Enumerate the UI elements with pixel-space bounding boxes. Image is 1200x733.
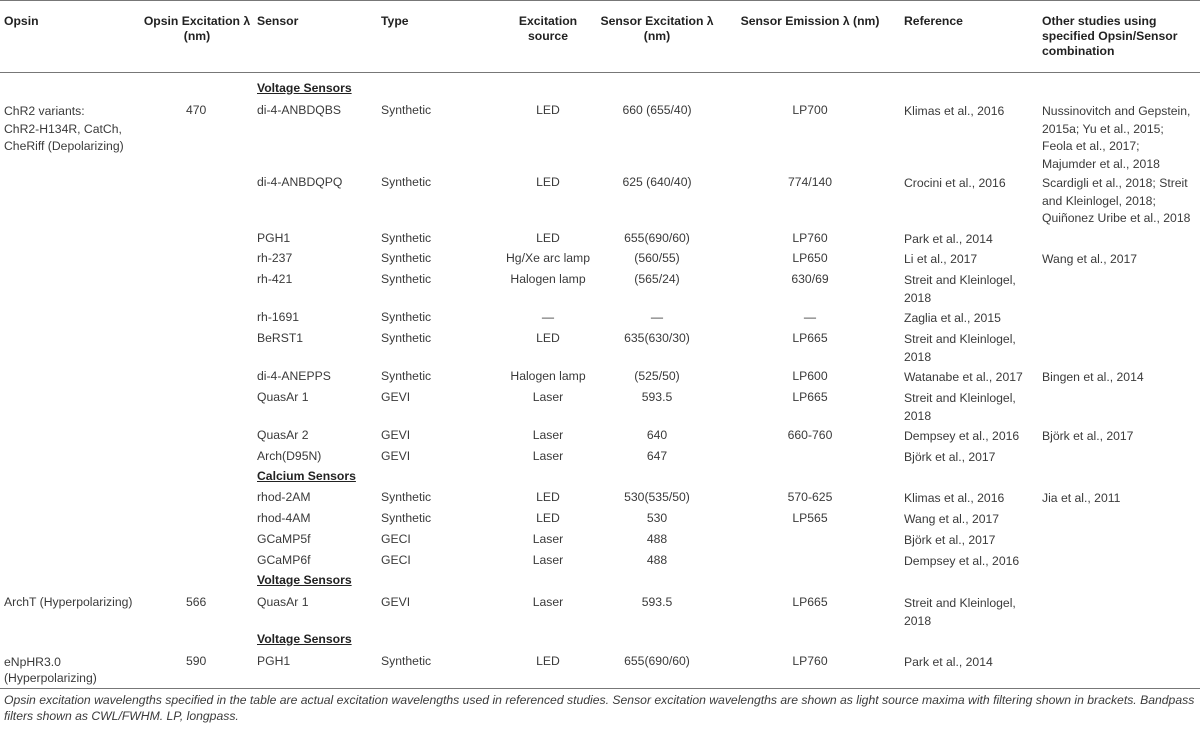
cell-type: GEVI [381,428,411,442]
cell-sexc: 655(690/60) [624,654,690,668]
cell-semi: 660-760 [787,428,833,442]
cell-sensor: PGH1 [257,231,291,245]
cell-semi: LP600 [792,369,828,383]
cell-type: Synthetic [381,231,432,245]
cell-ref: Streit and Kleinlogel, 2018 [904,391,1016,423]
cell-type: Synthetic [381,310,432,324]
cell-source: LED [536,231,560,245]
cell-other: Bingen et al., 2014 [1042,370,1144,384]
cell-source: LED [536,490,560,504]
cell-source: Halogen lamp [510,272,586,286]
header-sensor-excitation: Sensor Excitation λ (nm) [600,14,714,43]
cell-source: Laser [532,595,564,609]
header-sensor-emission: Sensor Emission λ (nm) [740,14,880,28]
cell-source: — [541,310,555,324]
cell-sensor: rh-421 [257,272,293,286]
header-opsin: Opsin [4,14,39,28]
cell-semi: LP665 [792,595,828,609]
cell-type: GEVI [381,595,411,609]
cell-type: GEVI [381,390,411,404]
cell-other: Wang et al., 2017 [1042,252,1138,266]
cell-sensor: di-4-ANEPPS [257,369,331,383]
cell-sensor: BeRST1 [257,331,304,345]
cell-source: LED [536,511,560,525]
cell-ref: Dempsey et al., 2016 [904,429,1020,443]
cell-source: Laser [532,449,564,463]
cell-ref: Wang et al., 2017 [904,512,1000,526]
cell-sexc: (525/50) [634,369,680,383]
cell-source: LED [536,654,560,668]
cell-sexc: 660 (655/40) [622,103,692,117]
cell-ref: Björk et al., 2017 [904,450,996,464]
opsin-archt-excitation: 566 [186,595,207,609]
cell-semi: 570-625 [787,490,833,504]
cell-ref: Watanabe et al., 2017 [904,370,1023,384]
opsin-archt: ArchT (Hyperpolarizing) [4,595,133,609]
cell-semi: LP760 [792,654,828,668]
cell-sexc: 593.5 [641,595,673,609]
cell-semi: LP760 [792,231,828,245]
cell-source: LED [536,103,560,117]
cell-sexc: 488 [646,532,668,546]
cell-sensor: rhod-4AM [257,511,311,525]
cell-sensor: rhod-2AM [257,490,311,504]
cell-sexc: 625 (640/40) [622,175,692,189]
cell-semi: LP650 [792,251,828,265]
cell-other: Nussinovitch and Gepstein, 2015a; Yu et al., 2015; Feola et al., 2017; Majumder et al., 2018 [1042,104,1191,171]
cell-other: Scardigli et al., 2018; Streit and Kleinlogel, 2018; Quiñonez Uribe et al., 2018 [1042,176,1191,225]
cell-sexc: 655(690/60) [624,231,690,245]
opsin-chr2-excitation: 470 [186,103,207,117]
cell-source: Laser [532,532,564,546]
cell-type: GECI [381,532,411,546]
section-calcium-sensors: Calcium Sensors [257,469,356,483]
header-sensor: Sensor [257,14,299,28]
cell-type: Synthetic [381,654,432,668]
cell-other: Jia et al., 2011 [1042,491,1121,505]
cell-sensor: di-4-ANBDQPQ [257,175,343,189]
cell-sensor: rh-1691 [257,310,300,324]
cell-type: Synthetic [381,369,432,383]
header-rule [0,72,1200,73]
cell-sensor: PGH1 [257,654,291,668]
cell-type: Synthetic [381,103,432,117]
opsin-enphr: eNpHR3.0 (Hyperpolarizing) [4,655,97,685]
table-footnote: Opsin excitation wavelengths specified in the table are actual excitation wavelengths used in referenced studies. Sensor excitation wavelengths are shown as light source maxima with filtering shown in brackets. Bandpass filters shown as CWL/FWHM. LP, longpass. [4,693,1195,723]
cell-ref: Park et al., 2014 [904,655,993,669]
cell-source: Laser [532,390,564,404]
top-rule [0,0,1200,1]
cell-sexc: 488 [646,553,668,567]
cell-type: Synthetic [381,511,432,525]
cell-source: Laser [532,553,564,567]
cell-type: Synthetic [381,251,432,265]
cell-sensor: rh-237 [257,251,293,265]
cell-sensor: GCaMP6f [257,553,311,567]
cell-sexc: 647 [646,449,668,463]
cell-semi: 630/69 [791,272,829,286]
cell-semi: LP665 [792,331,828,345]
cell-ref: Park et al., 2014 [904,232,993,246]
section-voltage-sensors: Voltage Sensors [257,573,352,587]
cell-sensor: di-4-ANBDQBS [257,103,341,117]
header-opsin-excitation: Opsin Excitation λ (nm) [143,14,251,43]
cell-semi: — [803,310,817,324]
cell-semi: 774/140 [787,175,833,189]
bottom-rule [0,688,1200,689]
section-voltage-sensors: Voltage Sensors [257,632,352,646]
cell-sensor: Arch(D95N) [257,449,322,463]
cell-ref: Li et al., 2017 [904,252,978,266]
cell-sexc: 635(630/30) [624,331,690,345]
cell-other: Björk et al., 2017 [1042,429,1134,443]
cell-sexc: (560/55) [634,251,680,265]
cell-ref: Klimas et al., 2016 [904,104,1005,118]
cell-source: LED [536,331,560,345]
cell-sexc: (565/24) [634,272,680,286]
cell-ref: Björk et al., 2017 [904,533,996,547]
cell-type: GEVI [381,449,411,463]
cell-type: Synthetic [381,331,432,345]
cell-ref: Dempsey et al., 2016 [904,554,1020,568]
header-other-studies: Other studies using specified Opsin/Sensor combination [1042,14,1178,58]
header-excitation-source: Excitation source [518,14,578,43]
cell-semi: LP700 [792,103,828,117]
opsin-chr2: ChR2 variants: ChR2-H134R, CatCh, CheRiff (Depolarizing) [4,104,124,153]
cell-type: Synthetic [381,272,432,286]
cell-sexc: 640 [646,428,668,442]
cell-source: Laser [532,428,564,442]
cell-ref: Streit and Kleinlogel, 2018 [904,273,1016,305]
cell-sexc: 530(535/50) [624,490,690,504]
header-reference: Reference [904,14,963,28]
cell-sensor: QuasAr 2 [257,428,309,442]
cell-sensor: QuasAr 1 [257,595,309,609]
cell-sexc: — [650,310,664,324]
cell-ref: Crocini et al., 2016 [904,176,1006,190]
cell-ref: Klimas et al., 2016 [904,491,1005,505]
cell-semi: LP565 [792,511,828,525]
cell-sexc: 593.5 [641,390,673,404]
cell-sensor: GCaMP5f [257,532,311,546]
cell-source: LED [536,175,560,189]
cell-type: Synthetic [381,175,432,189]
section-voltage-sensors: Voltage Sensors [257,81,352,95]
cell-type: Synthetic [381,490,432,504]
header-type: Type [381,14,409,28]
cell-sensor: QuasAr 1 [257,390,309,404]
cell-ref: Streit and Kleinlogel, 2018 [904,332,1016,364]
cell-ref: Streit and Kleinlogel, 2018 [904,596,1016,628]
opsin-enphr-excitation: 590 [186,654,207,668]
cell-source: Hg/Xe arc lamp [506,251,590,265]
cell-semi: LP665 [792,390,828,404]
cell-ref: Zaglia et al., 2015 [904,311,1001,325]
cell-type: GECI [381,553,411,567]
cell-source: Halogen lamp [510,369,586,383]
cell-sexc: 530 [646,511,668,525]
